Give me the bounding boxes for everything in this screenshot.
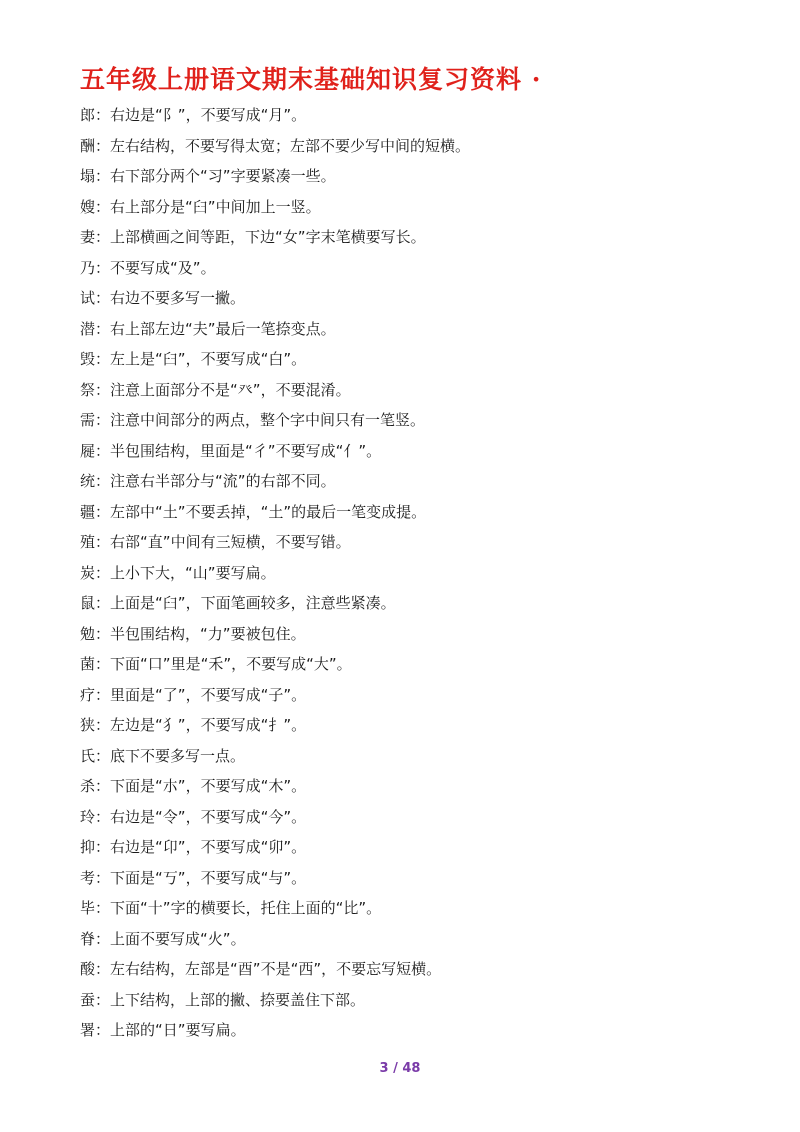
entry-character: 勉 xyxy=(80,624,96,643)
entry-separator: ： xyxy=(95,319,111,338)
entry-note: 注意中间部分的两点，整个字中间只有一笔竖。 xyxy=(110,411,426,429)
entry-character: 殖 xyxy=(80,533,96,551)
entry-note: 半包围结构，里面是“彳”不要写成“亻”。 xyxy=(110,441,382,460)
entry-note: 左部中“土”不要丢掉，“土”的最后一笔变成提。 xyxy=(110,502,427,521)
entry-note: 不要写成“及”。 xyxy=(110,258,216,277)
entry-note: 左上是“臼”，不要写成“白”。 xyxy=(110,350,307,368)
entry-note: 右上部左边“夫”最后一笔捺变点。 xyxy=(110,319,336,338)
entry-separator: ： xyxy=(95,807,111,826)
entry-character: 屣 xyxy=(80,441,96,460)
entry-separator: ： xyxy=(95,929,111,948)
entry-note: 上面是“臼”，下面笔画较多，注意些紧凑。 xyxy=(110,594,396,612)
list-item xyxy=(80,924,740,955)
entry-note: 上面不要写成“火”。 xyxy=(110,929,246,948)
entry-separator: ： xyxy=(95,563,111,582)
entry-note: 上部横画之间等距，下边“女”字末笔横要写长。 xyxy=(110,228,426,246)
list-item xyxy=(80,161,740,192)
list-item xyxy=(80,619,740,650)
entry-character: 酬 xyxy=(80,136,96,155)
list-item xyxy=(80,283,740,314)
entry-character: 毕 xyxy=(80,899,96,917)
list-item xyxy=(80,741,740,772)
entry-note: 下面“口”里是“禾”，不要写成“大”。 xyxy=(110,655,352,673)
entry-separator: ： xyxy=(95,411,111,429)
entry-note: 右边是“阝”，不要写成“月”。 xyxy=(110,106,307,124)
entry-separator: ： xyxy=(95,106,111,124)
entry-character: 需 xyxy=(80,411,96,429)
list-item xyxy=(80,893,740,924)
list-item xyxy=(80,253,740,284)
entry-list xyxy=(80,100,740,1046)
list-item xyxy=(80,558,740,589)
entry-character: 炭 xyxy=(80,563,96,582)
entry-character: 疗 xyxy=(80,685,96,704)
entry-character: 嫂 xyxy=(80,197,96,216)
entry-note: 右边不要多写一撇。 xyxy=(110,289,246,307)
entry-separator: ： xyxy=(95,136,111,155)
list-item xyxy=(80,1015,740,1046)
entry-separator: ： xyxy=(95,868,111,887)
entry-character: 塌 xyxy=(80,167,96,185)
entry-separator: ： xyxy=(95,197,111,216)
entry-note: 左右结构，不要写得太宽；左部不要少写中间的短横。 xyxy=(110,136,471,155)
entry-note: 半包围结构，“力”要被包住。 xyxy=(110,624,306,643)
entry-separator: ： xyxy=(95,289,111,307)
entry-separator: ： xyxy=(95,258,111,277)
entry-character: 郎 xyxy=(80,106,96,124)
entry-character: 考 xyxy=(80,868,96,887)
entry-separator: ： xyxy=(95,746,111,765)
entry-character: 毁 xyxy=(80,350,96,368)
entry-separator: ： xyxy=(95,685,111,704)
entry-character: 试 xyxy=(80,289,96,307)
list-item xyxy=(80,314,740,345)
list-item xyxy=(80,375,740,406)
entry-separator: ： xyxy=(95,228,111,246)
entry-character: 鼠 xyxy=(80,594,96,612)
page-title: 五年级上册语文期末基础知识复习资料 · xyxy=(80,65,542,94)
list-item xyxy=(80,436,740,467)
entry-separator: ： xyxy=(95,472,111,490)
entry-note: 里面是“了”，不要写成“子”。 xyxy=(110,685,307,704)
entry-separator: ： xyxy=(95,533,111,551)
list-item xyxy=(80,222,740,253)
entry-note: 右边是“卬”，不要写成“卯”。 xyxy=(110,838,307,856)
list-item xyxy=(80,985,740,1016)
entry-note: 右部“直”中间有三短横，不要写错。 xyxy=(110,533,351,551)
entry-character: 杀 xyxy=(80,777,96,795)
entry-separator: ： xyxy=(95,350,111,368)
entry-character: 祭 xyxy=(80,380,96,399)
entry-character: 妻 xyxy=(80,228,96,246)
entry-character: 狭 xyxy=(80,716,96,734)
entry-character: 抑 xyxy=(80,838,96,856)
entry-separator: ： xyxy=(95,960,111,978)
entry-note: 上部的“日”要写扁。 xyxy=(110,1021,246,1039)
entry-character: 菌 xyxy=(80,655,96,673)
list-item xyxy=(80,802,740,833)
entry-note: 右上部分是“臼”中间加上一竖。 xyxy=(110,197,321,216)
list-item xyxy=(80,192,740,223)
entry-separator: ： xyxy=(95,716,111,734)
entry-note: 右边是“令”，不要写成“今”。 xyxy=(110,807,307,826)
entry-character: 氏 xyxy=(80,746,96,765)
entry-character: 蚕 xyxy=(80,990,96,1009)
entry-note: 下面“十”字的横要长，托住上面的“比”。 xyxy=(110,899,382,917)
entry-note: 上下结构，上部的撇、捺要盖住下部。 xyxy=(110,990,366,1009)
entry-note: 注意上面部分不是“癶”，不要混淆。 xyxy=(110,380,351,399)
entry-note: 下面是“丂”，不要写成“与”。 xyxy=(110,868,307,887)
page-number: 3 / 48 xyxy=(379,1061,421,1076)
list-item xyxy=(80,497,740,528)
list-item xyxy=(80,863,740,894)
entry-note: 右下部分两个“习”字要紧凑一些。 xyxy=(110,167,336,185)
entry-character: 统 xyxy=(80,472,96,490)
entry-separator: ： xyxy=(95,1021,111,1039)
entry-separator: ： xyxy=(95,167,111,185)
entry-separator: ： xyxy=(95,441,111,460)
entry-separator: ： xyxy=(95,990,111,1009)
list-item xyxy=(80,131,740,162)
list-item xyxy=(80,466,740,497)
list-item xyxy=(80,954,740,985)
entry-note: 下面是“朩”，不要写成“木”。 xyxy=(110,777,307,795)
list-item xyxy=(80,405,740,436)
list-item xyxy=(80,832,740,863)
entry-character: 脊 xyxy=(80,929,96,948)
entry-note: 注意右半部分与“流”的右部不同。 xyxy=(110,472,336,490)
entry-character: 乃 xyxy=(80,258,96,277)
entry-character: 酸 xyxy=(80,960,96,978)
entry-separator: ： xyxy=(95,624,111,643)
list-item xyxy=(80,680,740,711)
entry-separator: ： xyxy=(95,838,111,856)
entry-character: 潜 xyxy=(80,319,96,338)
list-item xyxy=(80,100,740,131)
entry-character: 疆 xyxy=(80,502,96,521)
list-item xyxy=(80,527,740,558)
entry-separator: ： xyxy=(95,655,111,673)
entry-character: 署 xyxy=(80,1021,96,1039)
list-item xyxy=(80,344,740,375)
entry-note: 底下不要多写一点。 xyxy=(110,746,246,765)
list-item xyxy=(80,771,740,802)
entry-character: 玲 xyxy=(80,807,96,826)
entry-separator: ： xyxy=(95,594,111,612)
entry-separator: ： xyxy=(95,777,111,795)
entry-note: 上小下大，“山”要写扁。 xyxy=(110,563,276,582)
entry-note: 左边是“犭”，不要写成“扌”。 xyxy=(110,716,307,734)
list-item xyxy=(80,649,740,680)
entry-separator: ： xyxy=(95,502,111,521)
entry-separator: ： xyxy=(95,380,111,399)
list-item xyxy=(80,588,740,619)
list-item xyxy=(80,710,740,741)
entry-note: 左右结构，左部是“酉”不是“西”，不要忘写短横。 xyxy=(110,960,442,978)
entry-separator: ： xyxy=(95,899,111,917)
